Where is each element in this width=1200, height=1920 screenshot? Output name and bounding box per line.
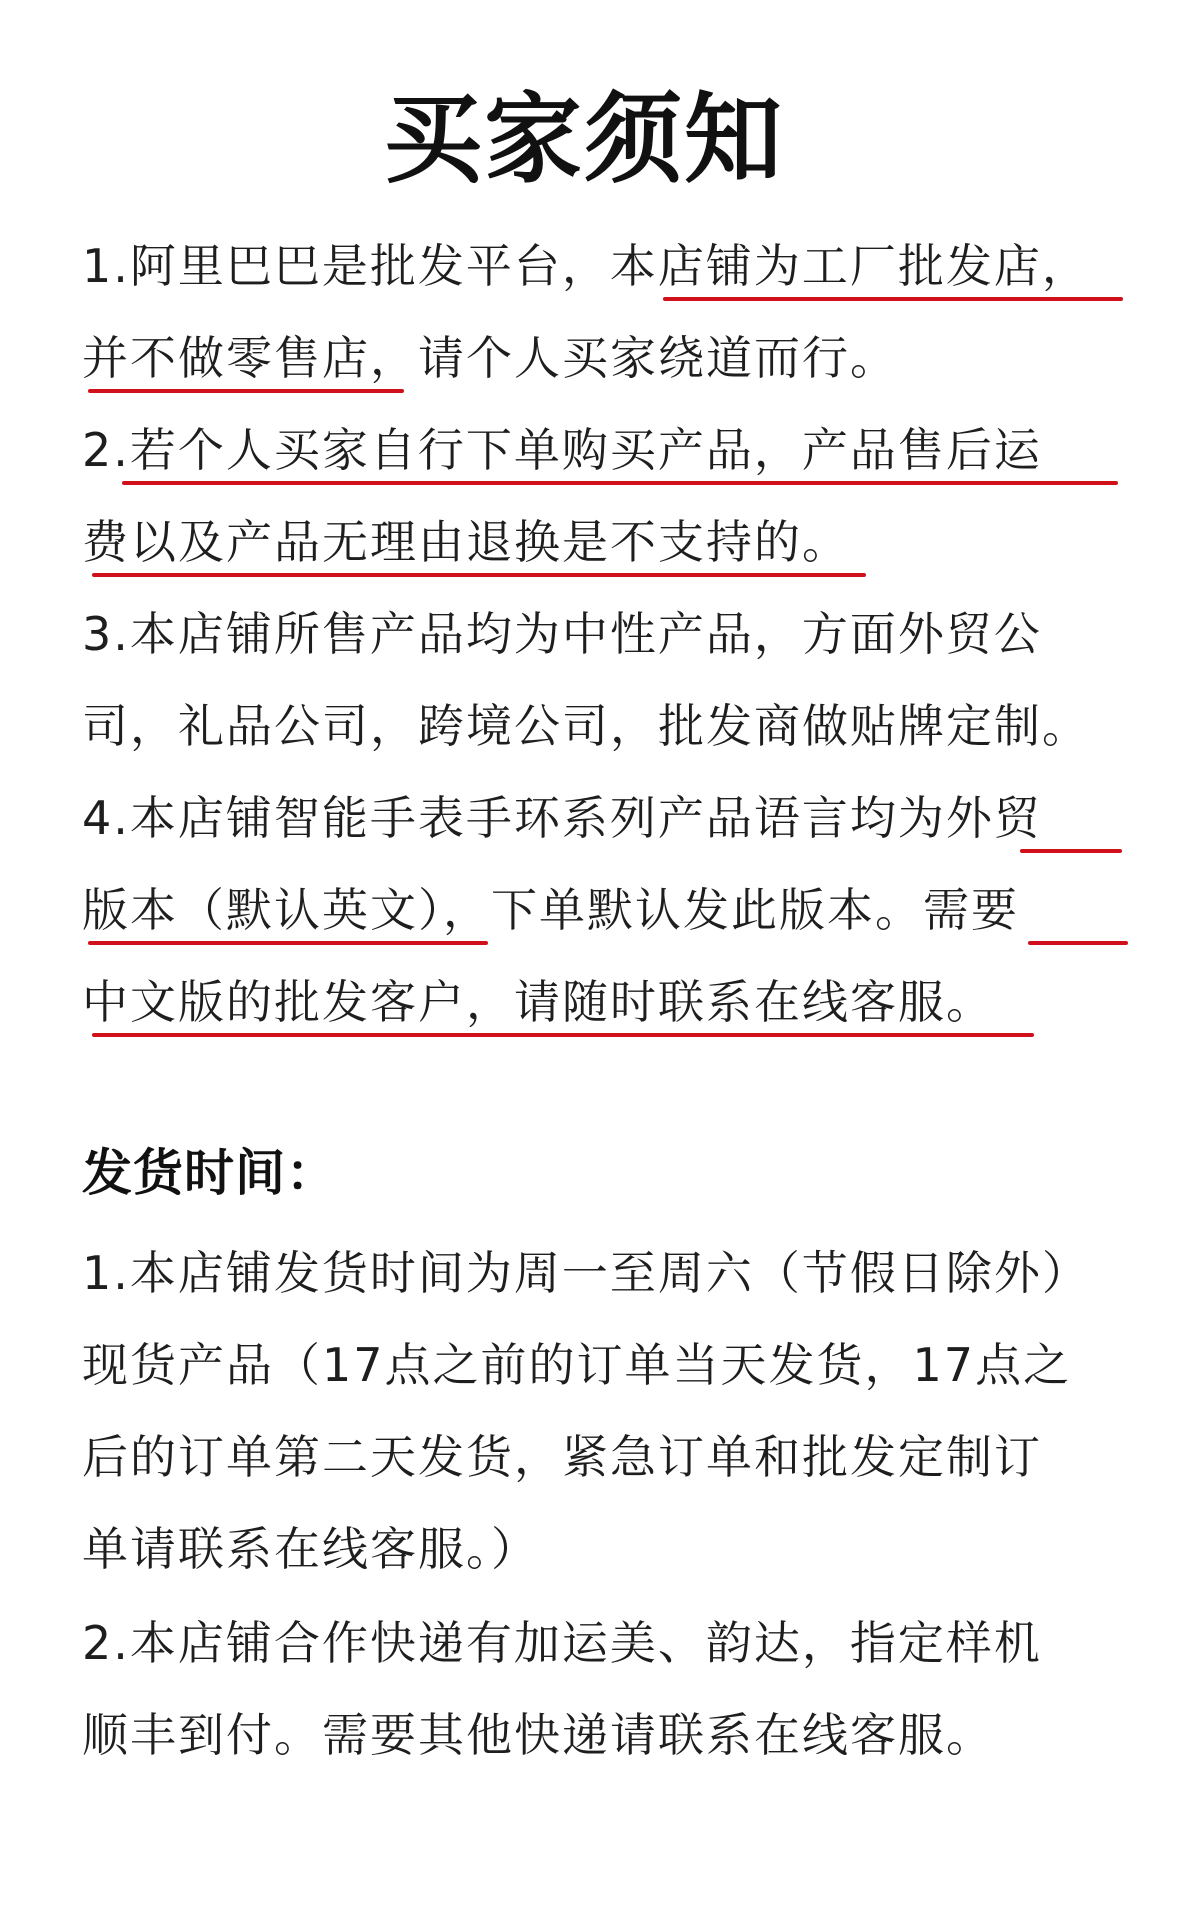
- notice-line-9: 中文版的批发客户，请随时联系在线客服。: [82, 975, 994, 1029]
- shipping-line-4: 单请联系在线客服。）: [82, 1522, 539, 1576]
- emphasis-underline: [1028, 941, 1128, 945]
- shipping-heading: 发货时间：: [82, 1144, 337, 1202]
- emphasis-underline: [88, 389, 404, 393]
- notice-line-5: 3.本店铺所售产品均为中性产品，方面外贸公: [82, 607, 1042, 661]
- notice-line-3: 2.若个人买家自行下单购买产品，产品售后运: [82, 423, 1042, 477]
- emphasis-underline: [92, 573, 866, 577]
- notice-line-6: 司，礼品公司，跨境公司，批发商做贴牌定制。: [82, 699, 1090, 753]
- notice-line-7: 4.本店铺智能手表手环系列产品语言均为外贸: [82, 791, 1042, 845]
- notice-line-1: 1.阿里巴巴是批发平台，本店铺为工厂批发店，: [82, 239, 1090, 293]
- emphasis-underline: [1020, 849, 1122, 853]
- notice-line-2: 并不做零售店，请个人买家绕道而行。: [82, 331, 898, 385]
- notice-line-8: 版本（默认英文），下单默认发此版本。需要: [82, 883, 1019, 937]
- emphasis-underline: [92, 1033, 1034, 1037]
- emphasis-underline: [88, 941, 488, 945]
- shipping-line-6: 顺丰到付。需要其他快递请联系在线客服。: [82, 1708, 994, 1762]
- shipping-line-5: 2.本店铺合作快递有加运美、韵达，指定样机: [82, 1616, 1042, 1670]
- shipping-line-2: 现货产品（17点之前的订单当天发货，17点之: [82, 1338, 1072, 1392]
- emphasis-underline: [663, 297, 1123, 301]
- emphasis-underline: [122, 481, 1118, 485]
- shipping-line-3: 后的订单第二天发货，紧急订单和批发定制订: [82, 1430, 1042, 1484]
- page-title: 买家须知: [383, 83, 784, 197]
- notice-line-4: 费以及产品无理由退换是不支持的。: [82, 515, 850, 569]
- shipping-line-1: 1.本店铺发货时间为周一至周六（节假日除外）: [82, 1246, 1090, 1300]
